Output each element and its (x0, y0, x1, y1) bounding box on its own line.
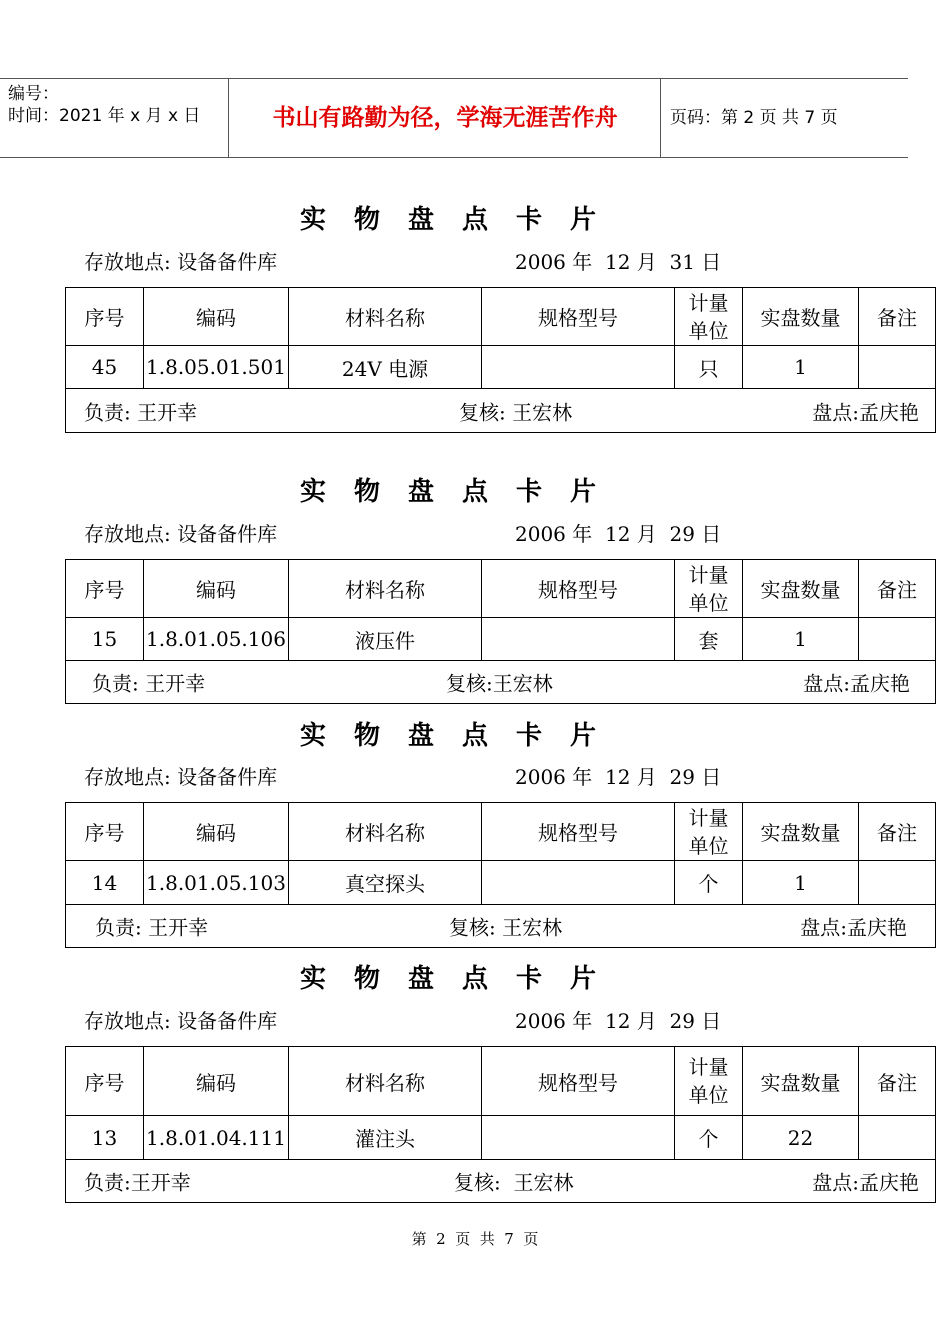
reviewer: 复核: 王宏林 (449, 915, 563, 940)
card-title: 实物盘点卡片 (300, 205, 625, 235)
col-header-name: 材料名称 (289, 1047, 482, 1116)
col-header-code: 编码 (144, 803, 289, 861)
responsible: 负责: 王开幸 (84, 400, 198, 424)
cell-name: 真空探头 (289, 861, 482, 905)
table-header-row (66, 288, 936, 346)
col-header-spec: 规格型号 (482, 803, 675, 861)
storage-location: 存放地点: 设备备件库 (84, 250, 278, 274)
table-row (66, 618, 936, 661)
header-meta (8, 83, 200, 127)
inventory-table (65, 802, 936, 948)
table-header-row (66, 803, 936, 861)
col-header-spec: 规格型号 (482, 288, 675, 346)
inventory-table (65, 1046, 936, 1203)
storage-location: 存放地点: 设备备件库 (84, 1009, 278, 1033)
cell-code: 1.8.01.05.106 (144, 618, 289, 661)
card-date: 2006 年 12 月 29 日 (515, 522, 722, 546)
cell-name: 24V 电源 (289, 346, 482, 389)
header-divider (660, 79, 661, 157)
col-header-qty: 实盘数量 (743, 560, 859, 618)
col-header-no: 序号 (66, 803, 144, 861)
col-header-spec: 规格型号 (482, 1047, 675, 1116)
cell-spec (482, 861, 675, 905)
storage-location: 存放地点: 设备备件库 (84, 522, 278, 546)
cell-no: 15 (66, 618, 144, 661)
cell-code: 1.8.01.05.103 (144, 861, 289, 905)
card-date: 2006 年 12 月 29 日 (515, 1009, 722, 1033)
cell-note (859, 618, 936, 661)
counter: 盘点:孟庆艳 (812, 400, 919, 424)
col-header-name: 材料名称 (289, 803, 482, 861)
cell-note (859, 861, 936, 905)
cell-qty: 1 (743, 346, 859, 389)
col-header-spec: 规格型号 (482, 560, 675, 618)
col-header-unit: 计量 单位 (675, 1047, 743, 1116)
responsible: 负责:王开幸 (84, 1170, 191, 1195)
storage-location: 存放地点: 设备备件库 (84, 765, 278, 789)
card-date: 2006 年 12 月 31 日 (515, 250, 722, 274)
col-header-code: 编码 (144, 1047, 289, 1116)
signature-row (66, 1160, 936, 1203)
cell-code: 1.8.05.01.501 (144, 346, 289, 389)
cell-unit: 个 (675, 1116, 743, 1160)
col-header-code: 编码 (144, 560, 289, 618)
cell-unit: 套 (675, 618, 743, 661)
header-divider (228, 79, 229, 157)
col-header-name: 材料名称 (289, 560, 482, 618)
cell-code: 1.8.01.04.111 (144, 1116, 289, 1160)
reviewer: 复核: 王宏林 (454, 1170, 574, 1195)
responsible: 负责: 王开幸 (92, 671, 206, 696)
cell-spec (482, 618, 675, 661)
col-header-no: 序号 (66, 1047, 144, 1116)
inventory-table (65, 287, 936, 433)
cell-unit: 个 (675, 861, 743, 905)
col-header-unit: 计量 单位 (675, 803, 743, 861)
card-title: 实物盘点卡片 (300, 721, 625, 751)
cell-qty: 22 (743, 1116, 859, 1160)
cell-note (859, 346, 936, 389)
responsible: 负责: 王开幸 (95, 915, 209, 940)
signature-row (66, 389, 936, 433)
col-header-code: 编码 (144, 288, 289, 346)
table-header-row (66, 1047, 936, 1116)
col-header-note: 备注 (859, 560, 936, 618)
time-label: 时间：2021 年 x 月 x 日 (8, 106, 201, 126)
table-row (66, 346, 936, 389)
signature-row (66, 905, 936, 948)
col-header-unit: 计量 单位 (675, 560, 743, 618)
cell-unit: 只 (675, 346, 743, 389)
cell-name: 灌注头 (289, 1116, 482, 1160)
col-header-qty: 实盘数量 (743, 1047, 859, 1116)
col-header-name: 材料名称 (289, 288, 482, 346)
page-info: 页码：第 2 页 共 7 页 (670, 108, 838, 128)
cell-no: 45 (66, 346, 144, 389)
col-header-no: 序号 (66, 288, 144, 346)
table-row (66, 861, 936, 905)
counter: 盘点:孟庆艳 (800, 915, 907, 940)
col-header-qty: 实盘数量 (743, 288, 859, 346)
cell-no: 14 (66, 861, 144, 905)
cell-no: 13 (66, 1116, 144, 1160)
col-header-qty: 实盘数量 (743, 803, 859, 861)
cell-name: 液压件 (289, 618, 482, 661)
cell-qty: 1 (743, 618, 859, 661)
card-date: 2006 年 12 月 29 日 (515, 765, 722, 789)
reviewer: 复核:王宏林 (446, 671, 553, 696)
cell-note (859, 1116, 936, 1160)
motto: 书山有路勤为径，学海无涯苦作舟 (272, 104, 618, 131)
reviewer: 复核: 王宏林 (459, 400, 573, 424)
col-header-unit: 计量 单位 (675, 288, 743, 346)
col-header-no: 序号 (66, 560, 144, 618)
card-title: 实物盘点卡片 (300, 477, 625, 507)
table-header-row (66, 560, 936, 618)
col-header-note: 备注 (859, 1047, 936, 1116)
card-title: 实物盘点卡片 (300, 964, 625, 994)
counter: 盘点:孟庆艳 (812, 1170, 919, 1195)
page-footer: 第 2 页 共 7 页 (411, 1230, 539, 1248)
col-header-note: 备注 (859, 803, 936, 861)
signature-row (66, 661, 936, 704)
number-label: 编号： (8, 84, 59, 104)
cell-spec (482, 346, 675, 389)
cell-spec (482, 1116, 675, 1160)
table-row (66, 1116, 936, 1160)
counter: 盘点:孟庆艳 (803, 671, 910, 696)
page-header (0, 78, 908, 158)
inventory-table (65, 559, 936, 704)
col-header-note: 备注 (859, 288, 936, 346)
cell-qty: 1 (743, 861, 859, 905)
